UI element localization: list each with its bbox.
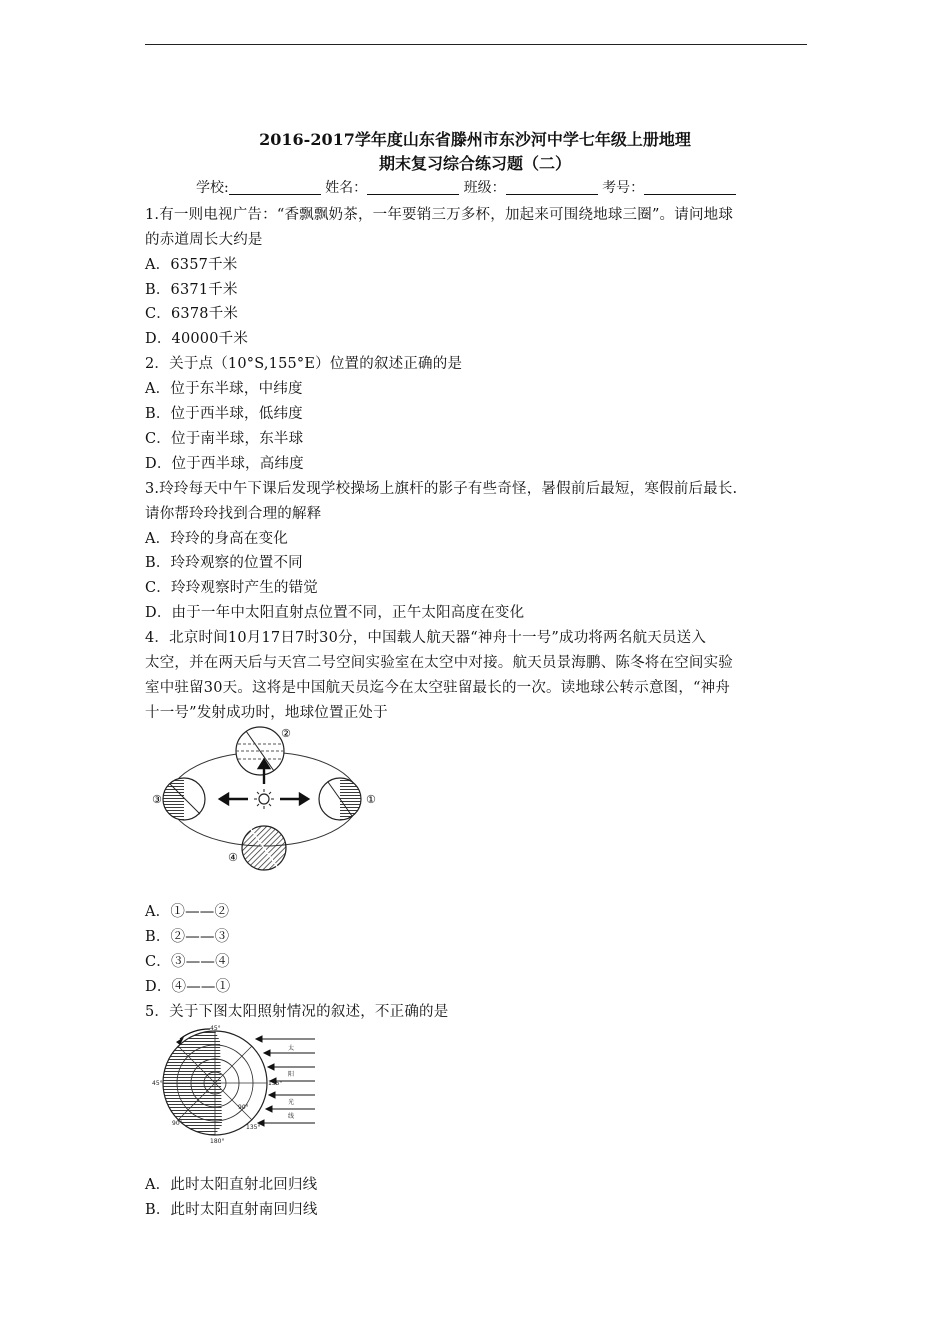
q1-stem-line-2: 的赤道周长大约是 — [145, 232, 263, 248]
q4-option-c: C．③——④ — [145, 954, 230, 970]
q3-option-c: C．玲玲观察时产生的错觉 — [145, 580, 318, 596]
q1-option-d: D．40000千米 — [145, 331, 249, 347]
class-field[interactable] — [506, 180, 598, 195]
angle-label-135-right: 135° — [268, 1080, 283, 1087]
earth-orbit-diagram — [150, 722, 390, 872]
name-field[interactable] — [367, 180, 459, 195]
q3-option-a: A．玲玲的身高在变化 — [145, 531, 288, 547]
q4-option-d: D．④——① — [145, 979, 231, 995]
q3-option-b: B．玲玲观察的位置不同 — [145, 555, 303, 571]
q1-option-a: A．6357千米 — [145, 257, 238, 273]
q1-option-c: C．6378千米 — [145, 306, 239, 322]
angle-label-45-left: 45° — [152, 1080, 163, 1087]
earth-position-4 — [242, 826, 286, 870]
exam-no-label: 考号： — [602, 180, 645, 196]
title-line-1: 2016-2017学年度山东省滕州市东沙河中学七年级上册地理 — [259, 130, 691, 149]
sunlight-char-3: 光 — [288, 1099, 295, 1106]
exam-no-field[interactable] — [644, 180, 736, 195]
q5-option-a: A．此时太阳直射北回归线 — [145, 1177, 318, 1193]
sunlight-char-4: 线 — [288, 1113, 295, 1120]
name-label: 姓名： — [325, 180, 368, 196]
q2-option-d: D．位于西半球，高纬度 — [145, 456, 304, 472]
school-field[interactable] — [229, 180, 321, 195]
q2-option-b: B．位于西半球，低纬度 — [145, 406, 303, 422]
label-2: ② — [281, 727, 291, 740]
sunlight-illumination-diagram — [150, 1025, 320, 1145]
q4-stem-line-1: 4．北京时间10月17日7时30分，中国载人航天器“神舟十一号”成功将两名航天员送入 — [145, 630, 707, 646]
angle-label-135-inner: 135° — [246, 1124, 261, 1131]
earth-position-1 — [319, 778, 361, 820]
q4-stem-line-2: 太空，并在两天后与天宫二号空间实验室在太空中对接。航天员景海鹏、陈冬将在空间实验 — [145, 655, 733, 671]
angle-label-90-left: 90° — [172, 1120, 183, 1127]
q4-option-a: A．①——② — [145, 904, 230, 920]
sun-icon — [254, 789, 274, 809]
header-rule — [145, 44, 807, 45]
student-info-row — [196, 177, 736, 197]
label-4: ④ — [228, 851, 238, 864]
school-label: 学校: — [196, 180, 229, 196]
sunlight-char-1: 太 — [288, 1045, 295, 1052]
q4-stem-line-4: 十一号”发射成功时，地球位置正处于 — [145, 705, 388, 721]
earth-position-3 — [163, 778, 205, 820]
q5-option-b: B．此时太阳直射南回归线 — [145, 1202, 318, 1218]
label-3: ③ — [152, 793, 162, 806]
q1-option-b: B．6371千米 — [145, 282, 238, 298]
q5-stem-line-1: 5．关于下图太阳照射情况的叙述，不正确的是 — [145, 1004, 449, 1020]
q3-option-d: D．由于一年中太阳直射点位置不同，正午太阳高度在变化 — [145, 605, 525, 621]
q1-stem-line-1: 1.有一则电视广告：“香飘飘奶茶，一年要销三万多杯，加起来可围绕地球三圈”。请问地球 — [145, 207, 734, 223]
q3-stem-line-1: 3.玲玲每天中午下课后发现学校操场上旗杆的影子有些奇怪，暑假前后最短，寒假前后最长. — [145, 481, 738, 497]
q4-option-b: B．②——③ — [145, 929, 230, 945]
angle-label-180: 180° — [210, 1138, 225, 1145]
q2-option-c: C．位于南半球，东半球 — [145, 431, 304, 447]
q2-option-a: A．位于东半球，中纬度 — [145, 381, 303, 397]
angle-label-45-top: 45° — [210, 1025, 221, 1032]
sunlight-char-2: 阳 — [288, 1071, 295, 1078]
label-1: ① — [366, 793, 376, 806]
q3-stem-line-2: 请你帮玲玲找到合理的解释 — [145, 506, 322, 522]
angle-label-90-inner: 90° — [238, 1104, 249, 1111]
q2-stem-line-1: 2．关于点（10°S,155°E）位置的叙述正确的是 — [145, 356, 463, 372]
class-label: 班级： — [463, 180, 506, 196]
title-line-2: 期末复习综合练习题（二） — [378, 154, 571, 173]
q4-stem-line-3: 室中驻留30天。这将是中国航天员迄今在太空驻留最长的一次。读地球公转示意图，“神舟 — [145, 680, 731, 696]
